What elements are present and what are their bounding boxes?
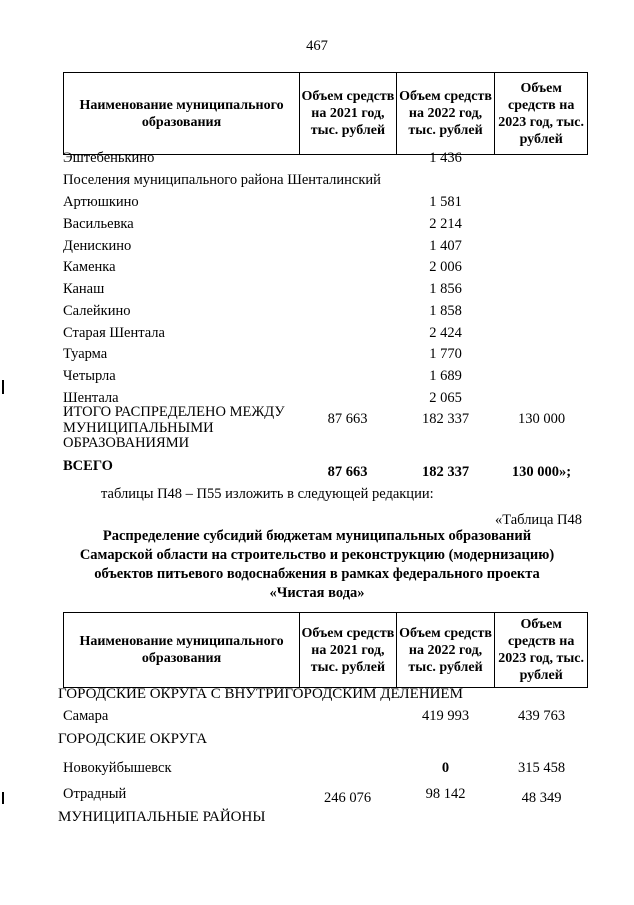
row-name: Старая Шентала [63, 324, 165, 341]
row-value-2022: 1 436 [429, 150, 462, 166]
page-number: 467 [306, 38, 328, 54]
row-value-2022: 2 006 [429, 259, 462, 276]
table-row [63, 193, 588, 213]
table-row [63, 785, 588, 805]
table-row [63, 280, 588, 300]
header-2021-column: Объем средств на 2021 год, тыс. рублей [299, 613, 396, 687]
header-name-column: Наименование муниципального образования [79, 97, 284, 130]
itogo-line-3: ОБРАЗОВАНИЯМИ [63, 435, 190, 451]
table-row [63, 759, 588, 779]
section-label: ГОРОДСКИЕ ОКРУГА С ВНУТРИГОРОДСКИМ ДЕЛЕНИЕМ [58, 686, 463, 702]
table-row [63, 149, 588, 169]
row-value-2023: 439 763 [517, 708, 566, 724]
header-name-column: Наименование муниципального образования [79, 634, 284, 666]
itogo-value-2022: 182 337 [421, 411, 470, 427]
table-row [63, 324, 588, 344]
caption-line-4: «Чистая вода» [269, 585, 365, 601]
row-value-2021: 246 076 [323, 790, 372, 806]
row-name: Туарма [63, 346, 108, 363]
caption-line-3: объектов питьевого водоснабжения в рамках федерального проекта [94, 566, 540, 582]
row-name: Отрадный [63, 786, 127, 802]
vsego-label: ВСЕГО [63, 458, 113, 474]
table-row [63, 367, 588, 387]
header-2021-column: Объем средств на 2021 год, тыс. рублей [299, 73, 396, 154]
row-value-2022: 98 142 [425, 786, 466, 802]
table-row [63, 302, 588, 322]
table-header-1 [63, 72, 588, 155]
row-value-2022: 1 770 [429, 346, 462, 363]
section-heading [63, 171, 588, 191]
row-value-2023: 48 349 [521, 790, 562, 806]
row-name: Каменка [63, 259, 116, 276]
vsego-values [63, 463, 588, 483]
row-name: Салейкино [63, 302, 131, 319]
row-name: Четырла [63, 368, 116, 384]
row-value-2023: 315 458 [517, 760, 566, 776]
row-name: Денискино [63, 237, 132, 254]
table-row [63, 215, 588, 235]
table-row [63, 258, 588, 278]
itogo-row [63, 410, 588, 430]
itogo-line-1: ИТОГО РАСПРЕДЕЛЕНО МЕЖДУ [63, 404, 285, 420]
caption-line-1: Распределение субсидий бюджетам муниципальных образований [102, 528, 532, 544]
section-heading [58, 685, 583, 705]
row-name: Шентала [63, 389, 119, 406]
scan-mark [2, 792, 4, 804]
table-label: «Таблица П48 [495, 512, 582, 528]
row-name: Самара [63, 708, 109, 724]
itogo-line-2: МУНИЦИПАЛЬНЫМИ [63, 419, 214, 436]
row-value-2022: 1 581 [429, 194, 462, 210]
section-heading [58, 808, 583, 828]
caption-line-2: Самарской области на строительство и реконструкцию (модернизацию) [79, 547, 555, 563]
row-name: Новокуйбышевск [63, 760, 172, 776]
vsego-value-2022: 182 337 [421, 464, 470, 480]
section-label: МУНИЦИПАЛЬНЫЕ РАЙОНЫ [58, 809, 266, 825]
row-name: Эштебенькино [63, 150, 155, 166]
scan-mark [2, 380, 4, 394]
vsego-value-2023: 130 000»; [511, 464, 572, 480]
row-value-2022: 1 689 [429, 368, 462, 384]
row-value-2022: 419 993 [421, 708, 470, 724]
header-2023-column: Объем средств на 2023 год, тыс. рублей [494, 73, 587, 154]
itogo-value-2021: 87 663 [327, 411, 368, 427]
row-value-2022: 2 214 [429, 215, 462, 232]
header-2022-column: Объем средств на 2022 год, тыс. рублей [396, 613, 495, 687]
row-value-2022: 1 407 [429, 237, 462, 254]
header-2023-column: Объем средств на 2023 год, тыс. рублей [494, 613, 587, 687]
section-heading [58, 730, 583, 750]
row-value-2022: 2 065 [429, 389, 462, 406]
header-2022-column: Объем средств на 2022 год, тыс. рублей [396, 73, 495, 154]
row-value-2022: 1 858 [429, 302, 462, 319]
itogo-value-2023: 130 000 [517, 411, 566, 427]
table-row [63, 345, 588, 365]
table-row [63, 237, 588, 257]
row-name: Васильевка [63, 215, 134, 232]
table-header-2 [63, 612, 588, 688]
row-value-2022: 2 424 [429, 324, 462, 341]
table-row [63, 707, 588, 727]
row-value-2022: 0 [441, 760, 450, 776]
vsego-value-2021: 87 663 [327, 464, 368, 480]
row-name: Канаш [63, 281, 105, 297]
table-caption [30, 527, 604, 603]
section-label: ГОРОДСКИЕ ОКРУГА [58, 731, 208, 747]
instruction-text: таблицы П48 – П55 изложить в следующей редакции: [101, 486, 434, 502]
row-name: Артюшкино [63, 194, 139, 210]
row-value-2022: 1 856 [429, 281, 462, 297]
section-label: Поселения муниципального района Шенталинский [63, 172, 381, 188]
